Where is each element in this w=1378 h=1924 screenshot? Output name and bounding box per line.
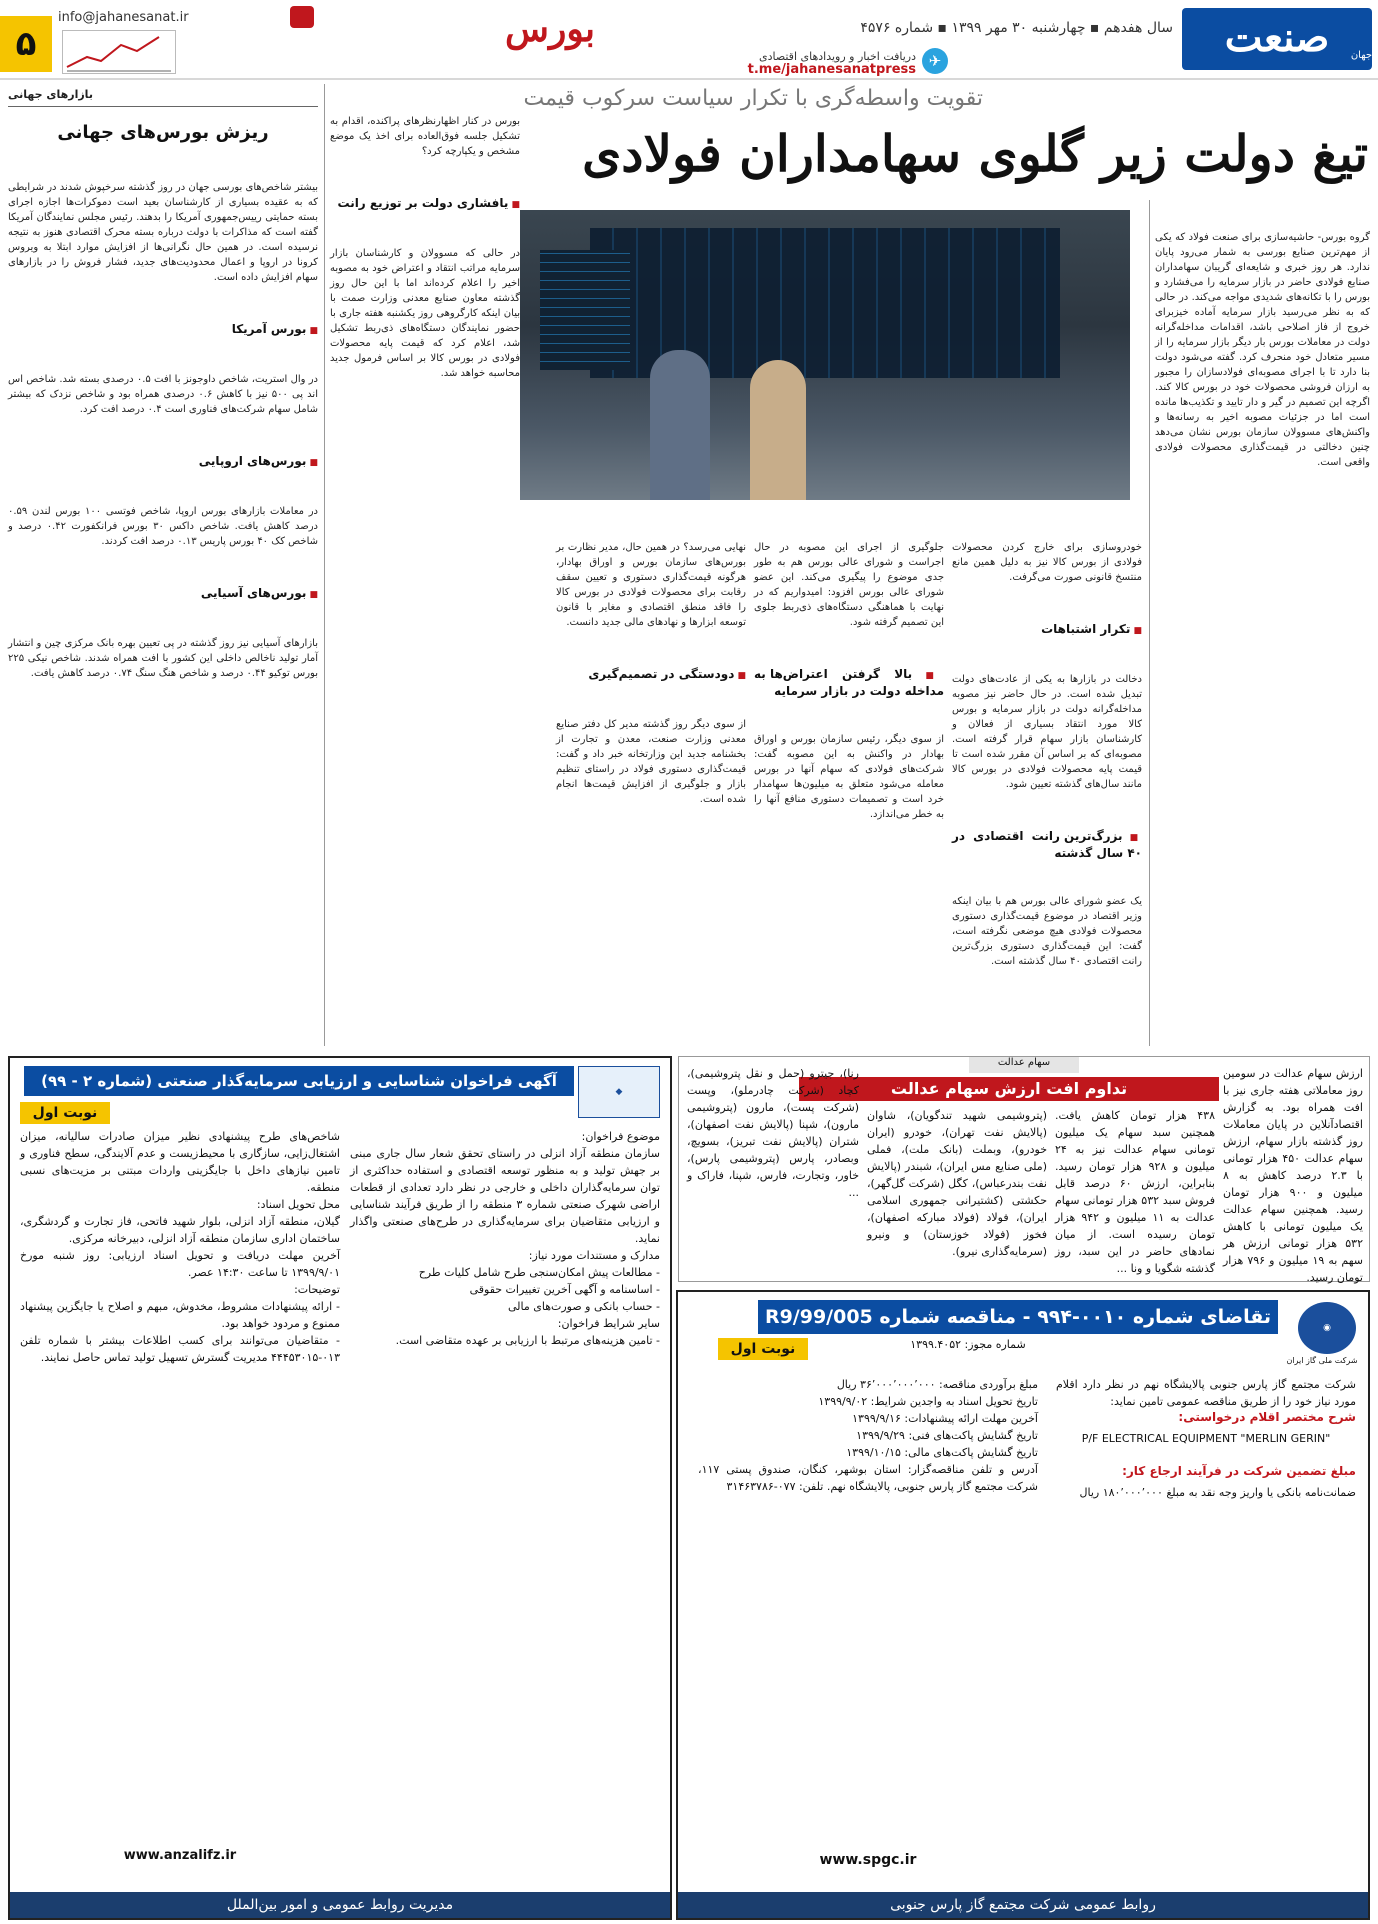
gas-company-name: شرکت ملی گاز ایران xyxy=(1286,1356,1358,1365)
subheading: ■ تکرار اشتباهات xyxy=(952,622,1142,639)
tender-title: تقاضای شماره ۰۰۱۰-۹۹۴ - مناقصه شماره R9/99/005 xyxy=(758,1300,1278,1334)
edalat-box xyxy=(678,1056,1370,1282)
investor-footer: مدیریت روابط عمومی و امور بین‌الملل xyxy=(10,1892,670,1918)
column-text: در معاملات بازارهای بورس اروپا، شاخص فوتسی ۱۰۰ بورس لندن ۰.۵۹ درصد کاهش یافت. شاخص داکس ۳۰ بورس فرانکفورت ۰.۴۲ درصد و شاخص کک ۴۰ بورس پاریس ۰.۱۳ درصد افت کردند. xyxy=(4,506,318,547)
column-divider xyxy=(1149,200,1150,1046)
column-text: بازارهای آسیایی نیز روز گذشته در پی تعیین بهره بانک مرکزی چین و انتشار آمار تولید ناخالص داخلی این کشور با افت همراه شدند. شاخص نیکی ۲۲۵ بورس توکیو ۰.۴۴ درصد و شاخص هنگ سنگ ۰.۷۴ درصد کاهش یافت. xyxy=(4,638,318,679)
column-text: در حالی که مسوولان و کارشناسان بازار سرمایه مراتب انتقاد و اعتراض خود به مصوبه اخیر را اعلام کرده‌اند اما با این حال روز گذشته معاون صنایع معدنی وزارت صمت با بیان اینکه کارگروهی روز یکشنبه هفته جاری با حضور نمایندگان دستگاه‌های ذی‌ربط تشکیل شد، اعلام کرد که قیمت پایه محصولات فولادی در بورس کالا بر اساس فرمول جدید محاسبه خواهد شد. xyxy=(326,248,521,379)
telegram-link[interactable]: t.me/jahanesanatpress xyxy=(747,62,916,77)
anzali-logo: ◆ xyxy=(578,1066,660,1118)
tender-details: مبلغ برآوردی مناقصه: ۳۶٬۰۰۰٬۰۰۰٬۰۰۰ ریال تاریخ تحویل اسناد به واجدین شرایط: ۱۳۹۹/۹/۰۲ آخرین مهلت ارائه پیشنهادات: ۱۳۹۹/۹/۱۶ تاریخ گشایش پاکت‌های فنی: ۱۳۹۹/۹/۲۹ تاریخ گشایش پاکت‌های مالی: ۱۳۹۹/۱۰/۱۵ آدرس و تلفن مناقصه‌گزار: استان بوشهر، کنگان، صندوق پستی ۱۱۷، شرکت مجتمع گاز پارس جنوبی، پالایشگاه نهم. تلفن: ۰۷۷-۳۱۴۶۳۷۸۶ xyxy=(698,1378,1038,1493)
page-number: ۵ xyxy=(0,16,52,72)
edalat-label: سهام عدالت xyxy=(969,1057,1079,1073)
article-photo xyxy=(520,210,1130,500)
tender-website[interactable]: www.spgc.ir xyxy=(819,1852,917,1868)
person-silhouette xyxy=(650,350,710,500)
world-article xyxy=(4,150,319,1046)
edalat-col-c: (پتروشیمی شهید تندگویان)، شاوان (پالایش نفت تهران)، خودرو (ایران خودرو)، وبملت (بانک ملت)، فملی (ملی صنایع مس ایران)، شبندر (پالایش نفت بندرعباس)، کگل (شرکت گل‌گهر)، حکشتی (کشتیرانی جمهوری اسلامی ایران)، فولاد (فولاد مبارکه اصفهان)، فخوز (فولاد خوزستان) و ونیرو (سرمایه‌گذاری نیرو). xyxy=(863,1109,1047,1258)
telegram-caption: دریافت اخبار و رویدادهای اقتصادی xyxy=(758,50,916,63)
side-board xyxy=(540,250,630,370)
subheading: ■ بورس‌های اروپایی xyxy=(8,454,318,471)
tender-footer: روابط عمومی شرکت مجتمع گاز پارس جنوبی xyxy=(678,1892,1368,1918)
article-column-3 xyxy=(749,510,944,1046)
person-silhouette xyxy=(750,360,806,500)
investor-ad xyxy=(8,1056,672,1920)
article-headline: تیغ دولت زیر گلوی سهامداران فولادی xyxy=(582,124,1368,183)
email-icon xyxy=(290,6,314,28)
column-divider xyxy=(324,84,325,1046)
section-title: بورس xyxy=(505,8,595,50)
edalat-col-b: ۴۳۸ هزار تومان کاهش یافت. همچنین سبد سهام یک میلیون تومانی سهام عدالت نیز به ۲۴ میلیون و ۹۲۸ هزار تومان رسید. بنابراین، ارزش ۶۰ درصد قابل فروش سبد ۵۳۲ هزار تومانی سهام عدالت به ۱۱ میلیون و ۹۴۲ هزار تومان رسیده است. از میان نمادهای حاضر در این سبد، روز گذشته شگویا و ونا ... xyxy=(1051,1109,1215,1275)
article-column-2 xyxy=(947,510,1143,1046)
column-text: بیشتر شاخص‌های بورسی جهان در روز گذشته سرخپوش شدند در شرایطی که به عقیده بسیاری از کارشناسان بعید است دموکرات‌ها اجازه اجرای بسته حمایتی رییس‌جمهوری آمریکا را بدهند. رئیس مجلس نمایندگان آمریکا گفته است که مذاکرات با دولت درباره بسته محرک اقتصادی هنوز به نتیجه نرسیده است. در همین حال نگرانی‌ها از افزایش موارد ابتلا به ویروس کرونا در اروپا و اعمال محدودیت‌های جدید، فشار فروش را در بازارهای سهام افزایش داده است. xyxy=(4,182,319,283)
column-text: خودروسازی برای خارج کردن محصولات فولادی از بورس کالا نیز به دلیل همین مانع منتسخ قانونی صورت می‌گرفت. xyxy=(948,542,1142,583)
issue-info: سال هفدهم ▪ چهارشنبه ۳۰ مهر ۱۳۹۹ ▪ شماره ۴۵۷۶ xyxy=(860,20,1173,36)
telegram-icon[interactable]: ✈ xyxy=(922,48,948,74)
tender-intro: شرکت مجتمع گاز پارس جنوبی پالایشگاه نهم در نظر دارد اقلام مورد نیاز خود را از طریق مناقصه عمومی تامین نماید: xyxy=(1052,1378,1356,1408)
article-column-5 xyxy=(326,84,521,1046)
subheading: ■ یافشاری دولت بر توزیع رانت xyxy=(330,196,520,213)
column-text: جلوگیری از اجرای این مصوبه در حال اجراست و شورای عالی بورس هم به طور جدی موضوع را پیگیری می‌کند. این عضو شورای عالی بورس افزود: امیدواریم که در نهایت با هماهنگی دستگاه‌های ذی‌ربط جلوی این تصمیم گرفته شود. xyxy=(750,542,944,628)
edalat-headline: تداوم افت ارزش سهام عدالت xyxy=(799,1077,1219,1101)
newspaper-logo[interactable] xyxy=(1182,8,1372,70)
column-text: از سوی دیگر روز گذشته مدیر کل دفتر صنایع معدنی وزارت صنعت، معدن و تجارت از بخشنامه جدید این وزارتخانه خبر داد و گفت: قیمت‌گذاری دستوری فولاد در راستای تنظیم بازار و جلوگیری از افزایش قیمت‌ها انجام شده است. xyxy=(552,719,746,805)
investor-col-b: شاخص‌های طرح پیشنهادی نظیر میزان صادرات سالیانه، میزان اشتغال‌زایی، سازگاری با محیط‌زیست و عدم آلایندگی، سطح فناوری و تامین نیازهای داخل با جایگزینی واردات مبتنی بر مزیت‌های نسبی منطقه. محل تحویل اسناد: گیلان، منطقه آزاد انزلی، بلوار شهید فاتحی، فاز تجارت و گردشگری، ساختمان اداری سازمان منطقه آزاد انزلی، دبیرخانه مرکزی. آخرین مهلت دریافت و تحویل اسناد ارزیابی: روز شنبه مورخ ۱۳۹۹/۹/۰۱ تا ساعت ۱۴:۳۰ عصر. توضیحات: - ارائه پیشنهادات مشروط، مخدوش، مبهم و اصلاح یا جایگزین پیشنهاد ممنوع و مردود خواهد بود. - متقاضیان می‌توانند برای کسب اطلاعات بیشتر با شماره تلفن ۰۱۳-۴۴۴۵۳۰۱۵ مدیریت گسترش تسهیل تولید تماس حاصل نمایند. xyxy=(20,1130,340,1364)
tender-ad xyxy=(676,1290,1370,1920)
stock-chart-icon xyxy=(62,30,176,74)
investor-website[interactable]: www.anzalifz.ir xyxy=(123,1848,237,1863)
logo-subtitle: جهان xyxy=(1350,50,1372,61)
edalat-col-d: رنا)، جیترو (حمل و نقل پتروشیمی)، کچاد (شرکت چادرملو)، وپست (شرکت پست)، مارون (پتروشیمی مارون)، شپنا (پالایش نفت اصفهان)، شتران (پالایش نفت تبریز)، بسویچ، وبصادر، پارس (پتروشیمی پارس)، خاور، وتجارت، فارس، شپنا، فاراک و ... xyxy=(683,1067,859,1199)
tender-items-heading: شرح مختصر اقلام درخواستی: xyxy=(1178,1410,1356,1424)
tender-round: نوبت اول xyxy=(718,1338,808,1360)
column-text: دخالت در بازارها به یکی از عادت‌های دولت تبدیل شده است. در حال حاضر نیز مصوبه مداخله‌گرانه دولت در بازار سرمایه و بورس کالا مورد انتقاد بسیاری از فعالان و کارشناسان بازار سهام قرار گرفته است. مصوبه‌ای که بر اساس آن مقرر شده است تا قیمت پایه محصولات فولادی در بورس کالا مانند سال‌های گذشته تعیین شود. xyxy=(948,674,1142,790)
world-headline: ریزش بورس‌های جهانی xyxy=(57,122,269,143)
edalat-col-a: ارزش سهام عدالت در سومین روز معاملاتی هفته جاری نیز با افت همراه بود. به گزارش اقتصادآنلاین در پایان معاملات روز گذشته بازار سهام، ارزش سهام عدالت ۴۵۰ هزار تومانی با ۲.۳ درصد کاهش به ۸ میلیون و ۹۰۰ هزار تومان رسید. همچنین سهام عدالت یک میلیون تومانی با کاهش ۵۳۲ هزار تومانی ارزش هر سهم به ۱۹ میلیون و ۷۹۶ هزار تومان رسید. xyxy=(1219,1067,1363,1284)
subheading: ■ بورس‌های آسیایی xyxy=(8,586,318,603)
gas-company-logo: ◉ xyxy=(1298,1302,1356,1354)
column-text: در وال استریت، شاخص داوجونز با افت ۰.۵ درصدی بسته شد. شاخص اس اند پی ۵۰۰ نیز با کاهش ۰.۶ درصدی همراه بود و شاخص نزدک که بیشتر شامل سهام شرکت‌های فناوری است ۰.۴ درصد افت کرد. xyxy=(4,374,318,415)
tender-item: P/F ELECTRICAL EQUIPMENT "MERLIN GERIN" xyxy=(1081,1432,1331,1445)
investor-col-a: موضوع فراخوان: سازمان منطقه آزاد انزلی در راستای تحقق شعار سال جاری مبنی بر جهش تولید و به منظور توسعه اقتصادی و استفاده حداکثری از توان سرمایه‌گذاران داخلی و خارجی در نظر دارد تعدادی از قطعات اراضی شهرک صنعتی شماره ۳ منطقه را از طریق فرآیند شناسایی و ارزیابی متقاضیان برای سرمایه‌گذاری در طرح‌های صنعتی واگذار نماید. مدارک و مستندات مورد نیاز: - مطالعات پیش امکان‌سنجی طرح شامل کلیات طرح - اساسنامه و آگهی آخرین تغییرات حقوقی - حساب بانکی و صورت‌های مالی سایر شرایط فراخوان: - تامین هزینه‌های مرتبط با ارزیابی بر عهده متقاضی است. xyxy=(350,1130,660,1347)
subheading: ■ بورس آمریکا xyxy=(8,322,318,339)
subheading: ■ بالا گرفتن اعتراض‌ها به مداخله دولت در بازار سرمایه xyxy=(754,667,944,699)
email-address[interactable]: info@jahanesanat.ir xyxy=(58,10,189,25)
investor-title: آگهی فراخوان شناسایی و ارزیابی سرمایه‌گذار صنعتی (شماره ۲ - ۹۹) xyxy=(24,1066,574,1096)
column-text: از سوی دیگر، رئیس سازمان بورس و اوراق بهادار در واکنش به این مصوبه گفت: شرکت‌های فولادی که سهام آنها در بورس معامله می‌شود متعلق به میلیون‌ها سهامدار خرد است و تصمیمات دستوری منافع آنها را به خطر می‌اندازد. xyxy=(750,734,944,820)
investor-round: نوبت اول xyxy=(20,1102,110,1124)
tender-permit: شماره مجوز: ۱۳۹۹.۴۰۵۲ xyxy=(910,1338,1026,1351)
subheading: ■ بزرگ‌ترین رانت اقتصادی در ۴۰ سال گذشته xyxy=(952,829,1142,861)
column-text: نهایی می‌رسد؟ در همین حال، مدیر نظارت بر بورس‌های سازمان بورس و اوراق بهادار، هرگونه قیمت‌گذاری دستوری و تعیین سقف رقابت برای محصولات فولادی در بورس کالا را فاقد منطق اقتصادی و مغایر با قانون توسعه ابزارها و نهادهای مالی جدید دانست. xyxy=(552,542,746,628)
column-text: بورس در کنار اظهارنظرهای پراکنده، اقدام به تشکیل جلسه فوق‌العاده برای اخذ یک موضع مشخص و یکپارچه کرد؟ xyxy=(326,116,520,157)
tender-guarantee: ضمانت‌نامه بانکی یا واریز وجه نقد به مبلغ ۱۸۰٬۰۰۰٬۰۰۰ ریال xyxy=(1079,1486,1356,1499)
world-section-label: بازارهای جهانی xyxy=(8,88,318,107)
subheading: ■ دودستگی در تصمیم‌گیری xyxy=(556,667,746,684)
column-text: یک عضو شورای عالی بورس هم با بیان اینکه وزیر اقتصاد در موضوع قیمت‌گذاری دستوری محصولات فولادی هیچ موضعی نگرفته است، گفت: این قیمت‌گذاری دستوری بزرگ‌ترین رانت اقتصادی ۴۰ سال گذشته است. xyxy=(948,896,1143,967)
logo-text: صنعت xyxy=(1224,14,1330,61)
page-header xyxy=(0,0,1378,80)
article-kicker: تقویت واسطه‌گری با تکرار سیاست سرکوب قیمت xyxy=(523,86,983,111)
article-column-1 xyxy=(1151,200,1371,1046)
column-text: گروه بورس- حاشیه‌سازی برای صنعت فولاد که یکی از مهم‌ترین صنایع بورسی به شمار می‌رود پایان ندارد. هر روز خبری و شایعه‌ای گریبان سهامداران صنایع فولادی حاضر در بازار سرمایه را می‌فشارد و بورس را با تکانه‌های شدیدی مواجه می‌کند. در حالی که به نظر می‌رسید بازار سرمایه آماده خیزبرای خروج از فاز اصلاحی باشد، اقدامات مداخله‌گرانه دولت در معاملات بورس بار دیگر بازار سرمایه را از مسیر متعادل خود منحرف کرد. گفته می‌شود دولت بنا دارد تا با اجرای مصوبه‌ای فولادسازان را مجبور به ارزان فروشی محصولات خود در بورس کالا کند. اگرچه این تصمیم در گیر و دار تایید و تکذیب‌ها مانده است اما در جزئیات مصوبه اخیر به رسانه‌ها و واکنش‌های مسوولان سازمان بورس نشان می‌دهد چنین دخالتی در قیمت‌گذاری محصولات فولادی واقعی است. xyxy=(1151,232,1371,468)
article-column-4 xyxy=(552,510,746,1046)
tender-guarantee-heading: مبلغ تضمین شرکت در فرآیند ارجاع کار: xyxy=(1122,1464,1356,1478)
